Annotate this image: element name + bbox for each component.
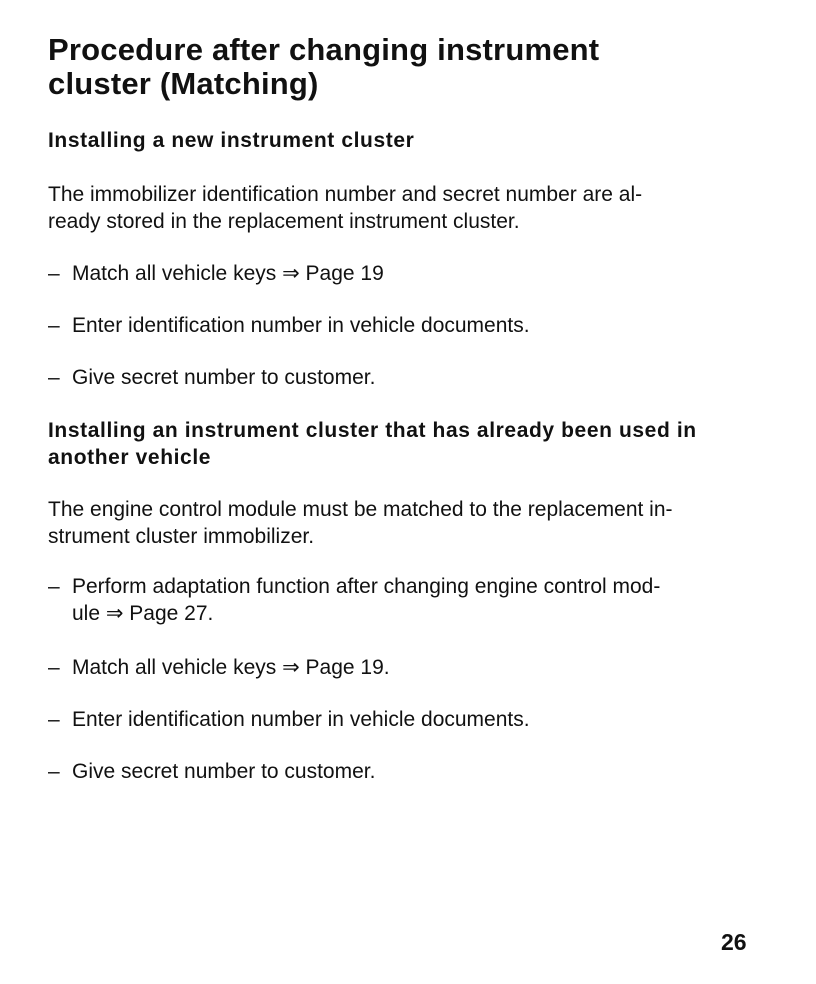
dash-bullet: – [48, 314, 60, 337]
page-title: Procedure after changing instrument cluster (Matching) [48, 32, 600, 101]
page-number: 26 [721, 929, 747, 955]
step-item [48, 260, 768, 287]
dash-bullet: – [48, 366, 60, 389]
step-text: Match all vehicle keys ⇒ Page 19 [72, 262, 384, 285]
step-item [48, 573, 778, 627]
step-item [48, 758, 768, 785]
step-item [48, 706, 768, 733]
dash-bullet: – [48, 656, 60, 679]
step-item [48, 654, 768, 681]
dash-bullet: – [48, 760, 60, 783]
step-item [48, 364, 768, 391]
section-heading-new-cluster: Installing a new instrument cluster [48, 129, 415, 152]
step-text: Enter identification number in vehicle documents. [72, 314, 530, 337]
step-text: Give secret number to customer. [72, 366, 376, 389]
section-intro-new-cluster: The immobilizer identification number and secret number are al- ready stored in the replacement instrument cluster. [48, 183, 643, 233]
section-intro-used-cluster: The engine control module must be matched to the replacement in- strument cluster immobilizer. [48, 498, 673, 548]
step-text: Give secret number to customer. [72, 760, 376, 783]
section-heading-used-cluster: Installing an instrument cluster that has already been used in another vehicle [48, 419, 697, 469]
step-text: Perform adaptation function after changing engine control mod- ule ⇒ Page 27. [72, 575, 661, 625]
step-text: Match all vehicle keys ⇒ Page 19. [72, 656, 390, 679]
dash-bullet: – [48, 708, 60, 731]
dash-bullet: – [48, 262, 60, 285]
step-item [48, 312, 768, 339]
step-text: Enter identification number in vehicle documents. [72, 708, 530, 731]
dash-bullet: – [48, 575, 60, 598]
